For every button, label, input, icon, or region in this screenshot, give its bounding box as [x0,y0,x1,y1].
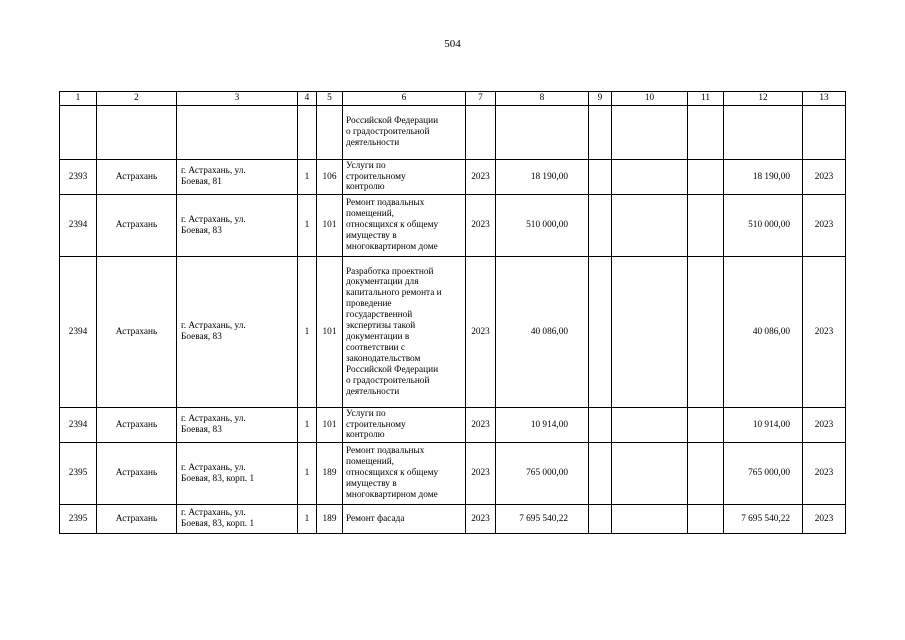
amount: 40 086,00 [496,257,589,408]
column-header: 11 [688,92,724,106]
col-5-value: 189 [317,505,343,534]
address: г. Астрахань, ул. Боевая, 83 [177,257,298,408]
city: Астрахань [97,195,177,257]
amount: 510 000,00 [496,195,589,257]
column-header: 10 [612,92,688,106]
amount: 7 695 540,22 [496,505,589,534]
city: Астрахань [97,160,177,195]
city: Астрахань [97,505,177,534]
table-row-continuation [60,106,846,160]
column-header: 6 [343,92,466,106]
col-5-value: 189 [317,443,343,505]
column-header: 7 [466,92,496,106]
amount-col-12: 10 914,00 [724,408,803,443]
year-col-13: 2023 [803,257,846,408]
city: Астрахань [97,408,177,443]
table-row [60,160,846,195]
column-header: 8 [496,92,589,106]
page-number: 504 [444,38,461,50]
row-number: 2395 [60,505,97,534]
year: 2023 [466,195,496,257]
work-description: Ремонт подвальных помещений, относящихся к общему имуществу в многоквартирном доме [343,195,466,257]
table-row [60,257,846,408]
row-number: 2394 [60,195,97,257]
column-header: 9 [589,92,612,106]
address: г. Астрахань, ул. Боевая, 83 [177,408,298,443]
column-header: 5 [317,92,343,106]
col-4-value: 1 [298,443,317,505]
work-description: Ремонт подвальных помещений, относящихся к общему имуществу в многоквартирном доме [343,443,466,505]
amount: 765 000,00 [496,443,589,505]
column-header: 13 [803,92,846,106]
amount-col-12: 18 190,00 [724,160,803,195]
row-number: 2393 [60,160,97,195]
row-number: 2394 [60,257,97,408]
amount: 18 190,00 [496,160,589,195]
col-5-value: 101 [317,195,343,257]
address: г. Астрахань, ул. Боевая, 83, корп. 1 [177,443,298,505]
table-row [60,443,846,505]
col-5-value: 101 [317,408,343,443]
table-header-row [60,92,846,106]
table-row [60,505,846,534]
work-description: Услуги по строительному контролю [343,408,466,443]
col-5-value: 101 [317,257,343,408]
year-col-13: 2023 [803,443,846,505]
address: г. Астрахань, ул. Боевая, 83, корп. 1 [177,505,298,534]
data-table [59,91,846,534]
city: Астрахань [97,257,177,408]
column-header: 2 [97,92,177,106]
amount-col-12: 40 086,00 [724,257,803,408]
col-4-value: 1 [298,505,317,534]
work-description: Ремонт фасада [343,505,466,534]
amount-col-12: 7 695 540,22 [724,505,803,534]
year: 2023 [466,505,496,534]
row-number: 2394 [60,408,97,443]
column-header: 12 [724,92,803,106]
work-description: Разработка проектной документации для капитального ремонта и проведение государственной экспертизы такой документации в соответствии с законодательством Российской Федерации о градостроительной деятельности [343,257,466,408]
city: Астрахань [97,443,177,505]
year: 2023 [466,443,496,505]
col-5-value: 106 [317,160,343,195]
amount-col-12: 510 000,00 [724,195,803,257]
amount: 10 914,00 [496,408,589,443]
column-header: 1 [60,92,97,106]
year-col-13: 2023 [803,195,846,257]
amount-col-12: 765 000,00 [724,443,803,505]
work-description: Услуги по строительному контролю [343,160,466,195]
column-header: 3 [177,92,298,106]
row-number: 2395 [60,443,97,505]
address: г. Астрахань, ул. Боевая, 81 [177,160,298,195]
year-col-13: 2023 [803,408,846,443]
col-4-value: 1 [298,257,317,408]
column-header: 4 [298,92,317,106]
year-col-13: 2023 [803,505,846,534]
year: 2023 [466,257,496,408]
col-4-value: 1 [298,408,317,443]
year: 2023 [466,160,496,195]
table-row [60,408,846,443]
col-4-value: 1 [298,195,317,257]
col-4-value: 1 [298,160,317,195]
work-description: Российской Федерации о градостроительной деятельности [343,106,466,160]
address: г. Астрахань, ул. Боевая, 83 [177,195,298,257]
year: 2023 [466,408,496,443]
year-col-13: 2023 [803,160,846,195]
table-row [60,195,846,257]
